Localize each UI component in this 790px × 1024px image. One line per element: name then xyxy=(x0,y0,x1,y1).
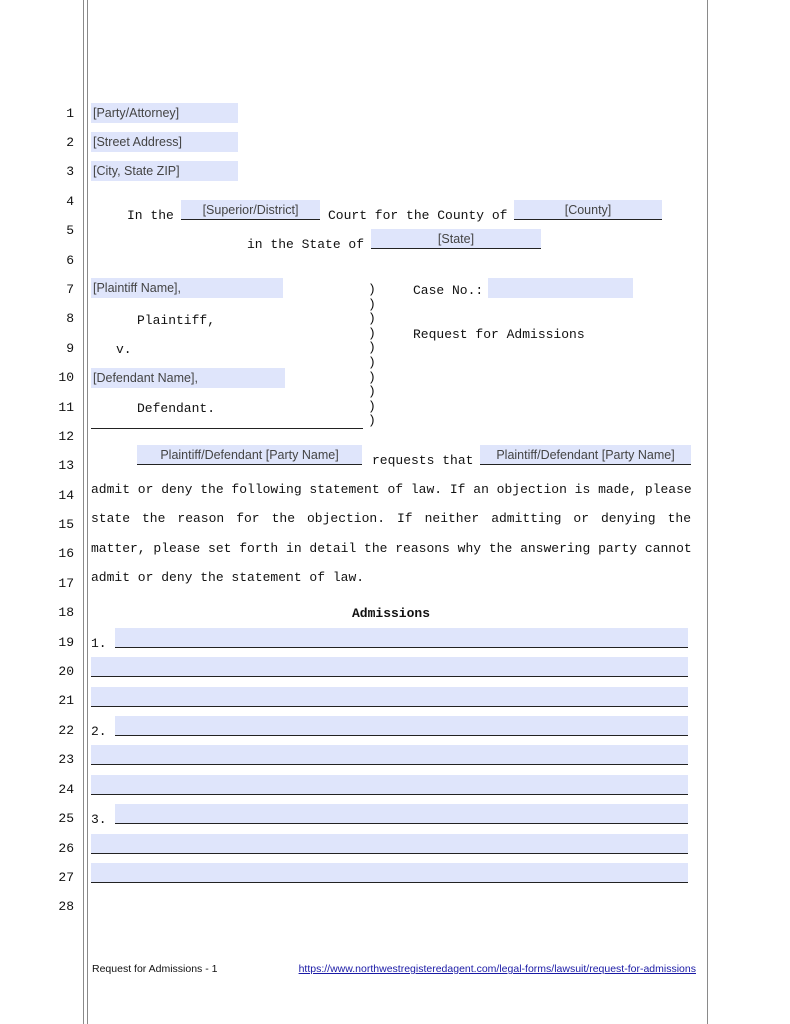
line-number: 3 xyxy=(66,164,74,179)
case-no-field[interactable] xyxy=(488,278,633,298)
footer-page-label: Request for Admissions - 1 xyxy=(92,963,218,975)
line-number: 23 xyxy=(58,752,74,767)
line-number: 26 xyxy=(58,841,74,856)
admission-3-line-2[interactable] xyxy=(91,834,688,854)
admission-1-line-2[interactable] xyxy=(91,657,688,677)
caption-paren: ) xyxy=(368,311,376,327)
caption-paren: ) xyxy=(368,340,376,356)
line-number: 5 xyxy=(66,223,74,238)
line-number: 17 xyxy=(58,576,74,591)
street-address-field[interactable] xyxy=(91,132,238,152)
case-no-label: Case No.: xyxy=(413,283,484,298)
court-for-county-label: Court for the County of xyxy=(328,208,508,223)
right-margin-rule xyxy=(707,0,708,1024)
requesting-party-field[interactable] xyxy=(137,445,362,465)
caption-paren: ) xyxy=(368,369,376,385)
city-state-zip-field[interactable] xyxy=(91,161,238,181)
admission-2-line-1[interactable] xyxy=(115,716,688,736)
line-number: 18 xyxy=(58,605,74,620)
responding-party-field[interactable] xyxy=(480,445,691,465)
admission-1-line-3[interactable] xyxy=(91,687,688,707)
line-number: 8 xyxy=(66,311,74,326)
line-number: 1 xyxy=(66,106,74,121)
document-title: Request for Admissions xyxy=(413,327,585,342)
line-number: 10 xyxy=(58,370,74,385)
caption-paren: ) xyxy=(368,398,376,414)
caption-paren: ) xyxy=(368,282,376,297)
admission-number-2: 2. xyxy=(91,724,107,739)
line-number: 27 xyxy=(58,870,74,885)
state-field[interactable] xyxy=(371,229,541,249)
line-number: 24 xyxy=(58,782,74,797)
caption-paren: ) xyxy=(368,413,376,429)
defendant-label: Defendant. xyxy=(137,401,216,416)
line-number: 13 xyxy=(58,458,74,473)
line-number: 2 xyxy=(66,135,74,150)
line-number: 20 xyxy=(58,664,74,679)
left-margin-rule xyxy=(83,0,84,1024)
admissions-heading: Admissions xyxy=(352,606,431,621)
admission-2-line-2[interactable] xyxy=(91,745,688,765)
in-state-of-label: in the State of xyxy=(247,237,365,252)
in-the-label: In the xyxy=(127,208,174,223)
footer-source-link[interactable]: https://www.northwestregisteredagent.com/legal-forms/lawsuit/request-for-admissions xyxy=(298,963,696,975)
line-number: 25 xyxy=(58,811,74,826)
admission-2-line-3[interactable] xyxy=(91,775,688,795)
caption-rule xyxy=(91,428,363,429)
plaintiff-name-field[interactable] xyxy=(91,278,283,298)
caption-paren: ) xyxy=(368,325,376,341)
versus-label: v. xyxy=(116,342,132,357)
line-number: 15 xyxy=(58,517,74,532)
admission-1-line-1[interactable] xyxy=(115,628,688,648)
requests-that-label: requests that xyxy=(372,453,474,468)
line-number: 19 xyxy=(58,635,74,650)
line-number: 9 xyxy=(66,341,74,356)
line-number: 4 xyxy=(66,194,74,209)
plaintiff-label: Plaintiff, xyxy=(137,313,216,328)
admission-number-1: 1. xyxy=(91,636,107,651)
body-line-1: admit or deny the following statement of law. If an objection is made, please xyxy=(91,482,692,497)
court-type-field[interactable] xyxy=(181,200,320,220)
caption-paren: ) xyxy=(368,355,376,370)
county-field[interactable] xyxy=(514,200,662,220)
line-number: 16 xyxy=(58,546,74,561)
admission-3-line-1[interactable] xyxy=(115,804,688,824)
party-attorney-field[interactable] xyxy=(91,103,238,123)
line-number: 22 xyxy=(58,723,74,738)
line-number: 11 xyxy=(58,400,74,415)
line-number: 14 xyxy=(58,488,74,503)
line-number: 7 xyxy=(66,282,74,297)
caption-paren: ) xyxy=(368,296,376,312)
line-number: 28 xyxy=(58,899,74,914)
line-number: 12 xyxy=(58,429,74,444)
body-line-3: matter, please set forth in detail the reasons why the answering party cannot xyxy=(91,541,692,556)
body-line-4: admit or deny the statement of law. xyxy=(91,570,365,585)
defendant-name-field[interactable] xyxy=(91,368,285,388)
line-number: 6 xyxy=(66,253,74,268)
left-margin-rule-inner xyxy=(87,0,88,1024)
caption-paren: ) xyxy=(368,384,376,400)
admission-number-3: 3. xyxy=(91,812,107,827)
body-line-2: state the reason for the objection. If neither admitting or denying the xyxy=(91,511,691,526)
line-number: 21 xyxy=(58,693,74,708)
admission-3-line-3[interactable] xyxy=(91,863,688,883)
